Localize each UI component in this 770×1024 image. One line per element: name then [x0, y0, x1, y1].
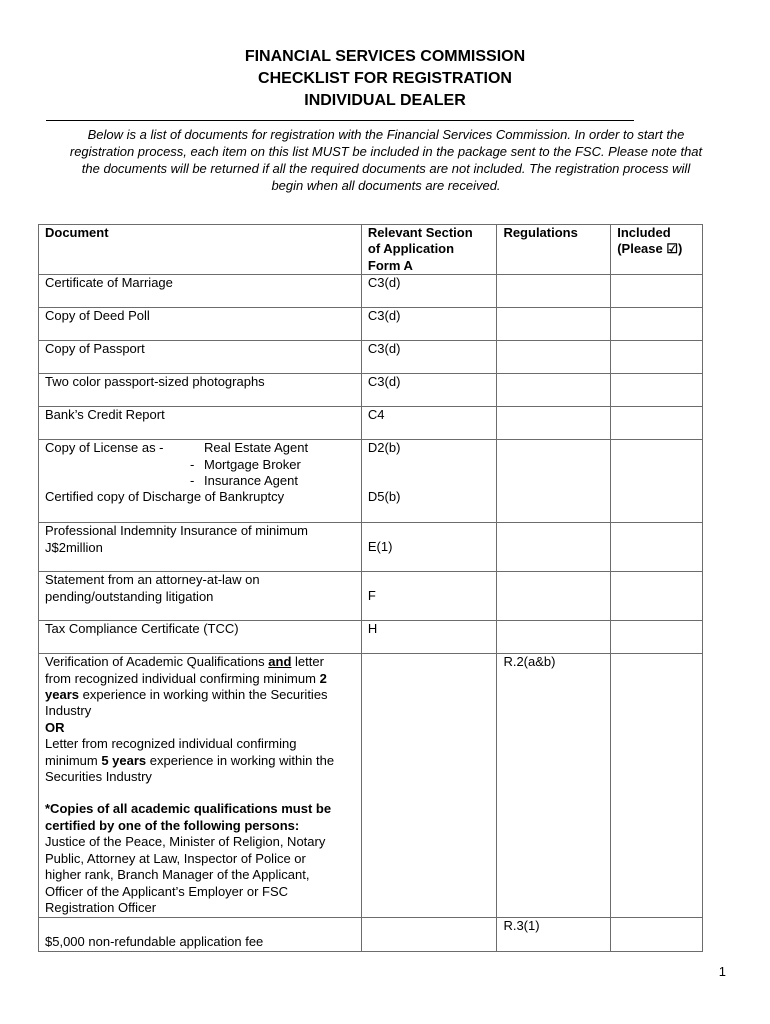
intro-line: the documents will be returned if all the required documents are not included. The registration process will [81, 161, 691, 176]
section-cell: C4 [361, 407, 497, 440]
license-dash: - [190, 456, 195, 472]
table-row [39, 918, 703, 951]
title-divider [46, 120, 634, 121]
header-document: Document [39, 225, 362, 275]
license-item: Mortgage Broker [204, 456, 301, 472]
section-cell [361, 654, 497, 918]
section-cell: F [361, 572, 497, 621]
document-cell: Bank’s Credit Report [39, 407, 362, 440]
document-cell: Verification of Academic Qualifications and letter from recognized individual confirming minimum 2 years experience in working within the Securities Industry OR Letter from recognized individual confirming minimum 5 years experience in working within the Securities Industry *Copies of all academic qualifications must be certified by one of the following persons: Justice of the Peace, Minister of Religion, Notary Public, Attorney at Law, Inspector of Police or higher rank, Branch Manager of the Applicant, Officer of the Applicant’s Employer or FSC Registration Officer [39, 654, 362, 918]
section-cell [361, 918, 497, 951]
bankruptcy-document: Certified copy of Discharge of Bankruptcy [45, 489, 285, 505]
included-checkbox-cell[interactable] [611, 523, 703, 572]
document-cell: Copy of Deed Poll [39, 308, 362, 341]
document-cell: Tax Compliance Certificate (TCC) [39, 621, 362, 654]
title-line: INDIVIDUAL DEALER [304, 92, 466, 109]
included-checkbox-cell[interactable] [611, 621, 703, 654]
document-cell: $5,000 non-refundable application fee [39, 918, 362, 951]
section-cell: C3(d) [361, 308, 497, 341]
section-cell: H [361, 621, 497, 654]
section-cell: C3(d) [361, 374, 497, 407]
intro-line: begin when all documents are received. [271, 178, 501, 193]
regulations-cell [497, 341, 611, 374]
table-row [39, 572, 703, 621]
regulations-cell [497, 621, 611, 654]
document-cell: Copy of Passport [39, 341, 362, 374]
title-line: FINANCIAL SERVICES COMMISSION [244, 48, 526, 65]
regulations-cell [497, 308, 611, 341]
table-row [39, 308, 703, 341]
intro-line: registration process, each item on this list MUST be included in the package sent to the FSC. Please note that [69, 144, 703, 159]
regulations-cell [497, 572, 611, 621]
license-list [45, 440, 355, 489]
page-number: 1 [718, 964, 726, 979]
section-cell: C3(d) [361, 275, 497, 308]
table-row [39, 341, 703, 374]
header-regulations: Regulations [497, 225, 611, 275]
intro-line: Below is a list of documents for registration with the Financial Services Commission. In order to start the [87, 127, 685, 142]
license-item: Real Estate Agent [204, 440, 309, 456]
header-section: Relevant Section of Application Form A [361, 225, 497, 275]
regulations-cell: R.2(a&b) [497, 654, 611, 918]
regulations-cell [497, 440, 611, 523]
license-item: Insurance Agent [204, 473, 298, 489]
section-cell: E(1) [361, 523, 497, 572]
included-checkbox-cell[interactable] [611, 374, 703, 407]
table-row [39, 407, 703, 440]
included-checkbox-cell[interactable] [611, 407, 703, 440]
included-checkbox-cell[interactable] [611, 341, 703, 374]
table-row [39, 374, 703, 407]
intro-paragraph [46, 126, 726, 194]
regulations-cell [497, 275, 611, 308]
regulations-cell: R.3(1) [497, 918, 611, 951]
included-checkbox-cell[interactable] [611, 275, 703, 308]
header-included: Included (Please ☑) [611, 225, 703, 275]
document-cell: Two color passport-sized photographs [39, 374, 362, 407]
document-cell [39, 440, 362, 523]
included-checkbox-cell[interactable] [611, 918, 703, 951]
document-cell: Statement from an attorney-at-law on pending/outstanding litigation [39, 572, 362, 621]
included-checkbox-cell[interactable] [611, 572, 703, 621]
document-title [0, 46, 770, 112]
regulations-cell [497, 523, 611, 572]
title-line: CHECKLIST FOR REGISTRATION [258, 70, 512, 87]
table-row [39, 440, 703, 523]
included-checkbox-cell[interactable] [611, 440, 703, 523]
license-prefix: Copy of License as - [45, 440, 164, 456]
table-row [39, 275, 703, 308]
section-cell: D2(b) D5(b) [361, 440, 497, 523]
table-header-row [39, 225, 703, 275]
regulations-cell [497, 407, 611, 440]
document-cell: Professional Indemnity Insurance of minimum J$2million [39, 523, 362, 572]
document-cell: Certificate of Marriage [39, 275, 362, 308]
table-row [39, 621, 703, 654]
table-row [39, 523, 703, 572]
included-checkbox-cell[interactable] [611, 654, 703, 918]
checklist-table [38, 224, 703, 952]
included-checkbox-cell[interactable] [611, 308, 703, 341]
license-dash: - [190, 473, 195, 489]
regulations-cell [497, 374, 611, 407]
table-row [39, 654, 703, 918]
section-cell: C3(d) [361, 341, 497, 374]
